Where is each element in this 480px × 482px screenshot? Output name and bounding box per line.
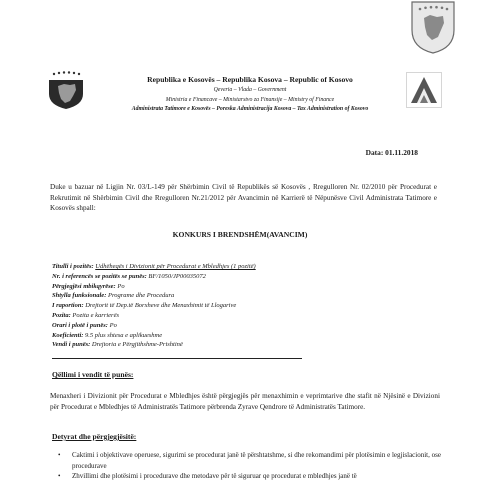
purpose-paragraph: Menaxheri i Divizionit për Procedurat e Mbledhjes është përgjegjës për menaxhimin e veprimtarive dhe stafit në Njësinë e Divizioni për Procedurat e Mbledhjes të Administratës Tatimore përbrenda Zyrave Qendrore të Administratës Tatimore. — [50, 392, 440, 411]
date-label: Data: — [365, 148, 384, 157]
position-fields — [52, 262, 442, 350]
field-row — [52, 311, 442, 321]
tax-admin-line: Administrata Tatimore e Kosovës – Poreska Administracija Kosova – Tax Administration of Kosovo — [131, 106, 369, 112]
list-item: • Caktimi i objektivave operuese, sigurimi se procedurat janë të përshtatshme, si dhe rekomandimi për plotësimin e legjislacionit, ose procedurave — [50, 450, 450, 471]
purpose-heading: Qëllimi i vendit të punës: — [52, 370, 134, 379]
field-row — [52, 291, 442, 301]
document-date — [366, 148, 418, 157]
intro-paragraph: Duke u bazuar në Ligjin Nr. 03/L-149 për Shërbimin Civil të Republikës së Kosovës , Rregulloren Nr. 02/2010 për Procedurat e Rekrutimit në Shërbimin Civil dhe Rregulloren Nr.21/2012 për Avancimin në Karrierë të Nëpunësve Civil Administrata Tatimore e Kosovës shpall: — [50, 183, 437, 212]
kosovo-coat-of-arms — [410, 0, 456, 54]
field-label: Pozita: — [52, 311, 71, 319]
date-value: 01.11.2018 — [385, 148, 418, 157]
field-value: Drejtorit të Dep.të Borxheve dhe Menaxhimit të Llogarive — [85, 302, 237, 310]
field-value: Udhëheqës i Divizionit për Procedurat e Mbledhjes (1 pozitë) — [95, 263, 256, 270]
field-row — [52, 272, 442, 282]
field-row — [52, 340, 442, 350]
section-divider — [52, 358, 302, 359]
tax-administration-logo — [406, 72, 442, 108]
field-label: I raportion: — [52, 302, 84, 310]
field-row — [52, 321, 442, 331]
field-label: Shtylla funksionale: — [52, 292, 107, 300]
duties-list — [50, 450, 450, 482]
field-row — [52, 301, 442, 311]
eagle-emblem — [46, 70, 86, 110]
field-row — [52, 331, 442, 341]
ministry-line: Ministria e Financave – Ministarstvo za Finansije – Ministry of Finance — [165, 97, 335, 103]
field-label: Titulli i pozitës: — [52, 263, 94, 270]
field-label: Orari i plotë i punës: — [52, 321, 108, 329]
field-label: Nr. i referencës se pozitës se punës: — [52, 272, 147, 280]
field-value: Po — [109, 321, 117, 329]
field-value: Programe dhe Procedura — [107, 292, 175, 300]
field-value: Drejtoria e Përgjithshme-Prishtinë — [91, 341, 183, 349]
field-row — [52, 262, 442, 272]
field-label: Koeficienti: — [52, 331, 84, 339]
duties-heading: Detyrat dhe përgjegjësitë: — [52, 432, 137, 441]
field-value: Pozita e karrierës — [72, 311, 119, 319]
republic-title: Republika e Kosovës – Republika Kosova – Republic of Kosovo — [147, 75, 353, 84]
field-value: BF/1050/JP00035072 — [148, 272, 206, 280]
government-line: Qeveria – Vlada – Government — [213, 87, 287, 93]
list-item: • Zhvillimi dhe plotësimi i procedurave dhe metodave për të siguruar qe procedurat e mbledhjes janë të — [50, 471, 450, 482]
field-value: 9.5 plus shtesa e aplikueshme — [85, 331, 163, 339]
field-value: Po — [117, 282, 125, 290]
field-label: Përgjegjësi mbikqyrëse: — [52, 282, 116, 290]
field-row — [52, 282, 442, 292]
field-label: Vendi i punës: — [52, 341, 91, 349]
document-title: KONKURS I BRENDSHËM(AVANCIM) — [172, 230, 308, 239]
